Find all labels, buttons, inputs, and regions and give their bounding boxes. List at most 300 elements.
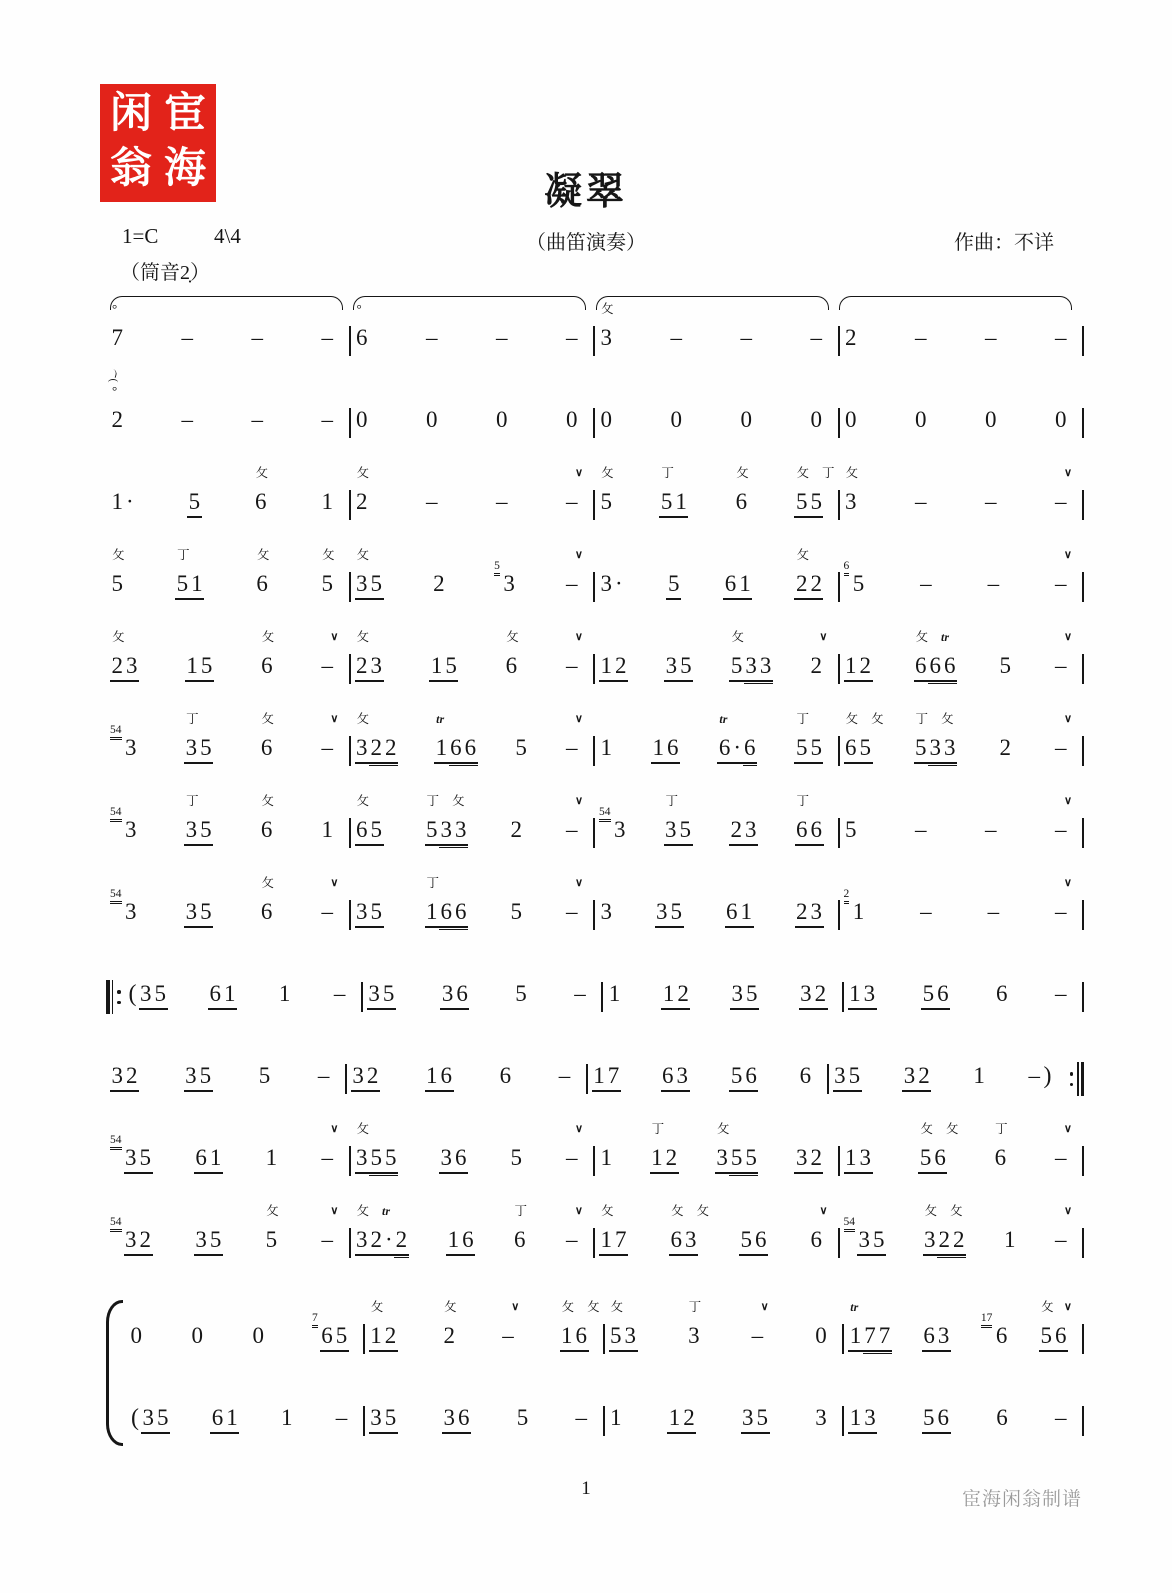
octave-dot-below (1039, 1356, 1054, 1365)
octave-dot-above (515, 1396, 530, 1405)
octave-dot-below (725, 932, 740, 941)
underline-beams (809, 433, 824, 440)
beat-cell (264, 1122, 279, 1187)
ornament-marks (506, 631, 519, 643)
note (383, 1314, 398, 1365)
measure (588, 1040, 827, 1105)
underline-beams (515, 1431, 530, 1438)
note (809, 480, 824, 531)
note (863, 1396, 878, 1447)
octave-dot-above (259, 726, 274, 735)
octave-dot-above (844, 726, 859, 735)
octave-dot-below (565, 358, 580, 367)
measure (106, 1122, 349, 1187)
ornament-marks (112, 385, 117, 397)
octave-dot-above (984, 808, 999, 817)
note (814, 1396, 829, 1447)
octave-dot-above (1054, 644, 1069, 653)
note-digit: 5 (873, 1227, 885, 1252)
beat-cell (1053, 1122, 1072, 1187)
measure (595, 712, 838, 777)
note-digit: – (574, 981, 586, 1006)
octave-dot-below (664, 686, 679, 695)
underline-beams (509, 1171, 524, 1178)
beat-cell (355, 876, 384, 941)
octave-dot-above (184, 808, 199, 817)
technique-symbol: 攵 (1040, 1300, 1054, 1314)
underline-beams (264, 1171, 279, 1178)
note-digit: 5 (154, 981, 166, 1006)
note (509, 890, 524, 941)
note-digit: 2 (938, 1227, 950, 1252)
measure (605, 1382, 843, 1447)
octave-dot-below (614, 686, 629, 695)
beat-cell (730, 958, 759, 1023)
beat-cell (320, 384, 335, 449)
note-digit: – (566, 1145, 578, 1170)
octave-dot-above (259, 808, 274, 817)
note-digit: – (335, 1405, 348, 1430)
beat-cell (355, 712, 399, 777)
underline-beams (565, 433, 580, 440)
note (124, 808, 139, 859)
underline-beams (1003, 1253, 1018, 1260)
beat-cell (565, 302, 580, 367)
note-digit: 6 (260, 735, 273, 760)
technique-symbol: 攵 (261, 712, 274, 726)
trill-icon: tr (436, 712, 445, 726)
octave-dot-below (914, 768, 929, 777)
note (995, 972, 1010, 1023)
note (225, 1396, 240, 1447)
grace-notes: 54 (110, 889, 122, 904)
octave-dot-below (425, 1096, 440, 1105)
ornament-marks (186, 713, 199, 725)
breath-mark-icon: ∨ (574, 631, 583, 643)
note-digit: 5 (600, 489, 612, 514)
octave-dot-above (208, 972, 223, 981)
underline-beams (369, 1431, 384, 1438)
technique-symbol: 攵 (444, 1300, 457, 1314)
note (599, 1218, 614, 1269)
note (809, 808, 824, 859)
underline-beams (442, 1349, 457, 1356)
octave-dot-above (994, 1314, 1009, 1323)
note-digit: – (426, 489, 438, 514)
note (384, 726, 399, 777)
barline (1082, 1228, 1084, 1258)
underline-beams (813, 1007, 828, 1014)
beat-cell (1054, 302, 1069, 367)
underline-beams (332, 1007, 347, 1014)
note-digit: 5 (745, 1145, 757, 1170)
octave-dot-above (607, 972, 622, 981)
note (972, 1054, 987, 1105)
octave-dot-above (125, 644, 140, 653)
note-digit: 2 (111, 653, 123, 678)
note-digit: 6 (575, 1323, 587, 1348)
note-digit: 1 (1004, 1227, 1016, 1252)
trill-icon: tr (850, 1300, 859, 1314)
ornament-marks (112, 303, 117, 315)
octave-dot-above (813, 972, 828, 981)
octave-dot-above (995, 972, 1010, 981)
note-digit: 5 (746, 981, 758, 1006)
octave-dot-above (669, 316, 684, 325)
measure (363, 958, 601, 1023)
octave-dot-above (280, 1396, 295, 1405)
trill-icon: tr (719, 712, 728, 726)
octave-dot-below (454, 1178, 469, 1187)
note-digit: – (1054, 571, 1067, 596)
beat-cell (513, 1204, 528, 1269)
note (141, 1396, 156, 1447)
octave-dot-above (795, 808, 810, 817)
underline-beams (919, 925, 934, 932)
octave-dot-below (369, 768, 384, 777)
beat-cell (922, 1300, 951, 1365)
octave-dot-below (175, 604, 190, 613)
octave-dot-below (184, 932, 199, 941)
note (355, 644, 370, 695)
beat-cell (257, 1040, 272, 1105)
beat-cell (848, 1300, 892, 1365)
octave-dot-above (320, 398, 335, 407)
octave-dot-above (599, 480, 614, 489)
note-digit: 6 (1054, 1323, 1067, 1348)
beat-cell (439, 1122, 468, 1187)
note (986, 562, 1001, 613)
underline-beams (394, 1253, 409, 1260)
note-digit: – (1055, 325, 1067, 350)
ornament-marks (257, 549, 270, 561)
octave-dot-above (222, 972, 237, 981)
octave-dot-above (851, 890, 866, 899)
note (124, 890, 139, 941)
octave-dot-above (717, 726, 732, 735)
note (498, 1054, 513, 1105)
note-digit: 6 (944, 653, 956, 678)
note-digit: 5 (200, 735, 212, 760)
note (564, 562, 579, 613)
underline-beams (429, 679, 444, 686)
octave-dot-above (664, 808, 679, 817)
octave-dot-below (972, 1096, 987, 1105)
note (914, 726, 929, 777)
measure (840, 1204, 1083, 1269)
repeat-open-sign (106, 980, 123, 1014)
note-digit: · (615, 571, 623, 596)
note (156, 1396, 171, 1447)
ornament-marks (427, 877, 440, 889)
octave-dot-above (180, 316, 195, 325)
note (495, 316, 510, 367)
ornament-marks (995, 1123, 1008, 1135)
octave-dot-above (986, 562, 1001, 571)
octave-dot-below (813, 1014, 828, 1023)
ornament-marks (797, 795, 810, 807)
octave-dot-above (877, 1314, 892, 1323)
octave-dot-below (1054, 358, 1069, 367)
beat-cell (993, 1122, 1008, 1187)
beat-cell (723, 548, 752, 613)
note (320, 1218, 335, 1269)
underline-beams (384, 761, 399, 768)
beat-cell (312, 1300, 349, 1365)
underline-beams (1054, 1253, 1069, 1260)
note (809, 644, 824, 695)
note-digit: 3 (656, 899, 668, 924)
underline-beams (606, 1089, 621, 1096)
measure (351, 1122, 594, 1187)
note (264, 1136, 279, 1187)
note (739, 890, 754, 941)
note (184, 890, 199, 941)
beat-cell (110, 302, 125, 367)
beat-cell (651, 712, 680, 777)
technique-symbol: 攵 (256, 548, 270, 562)
beat-cell (187, 466, 202, 531)
underline-beams (848, 1431, 863, 1438)
underline-beams (994, 1349, 1009, 1356)
technique-symbol: 丁 (514, 1204, 528, 1218)
measure (351, 712, 594, 777)
underline-beams (936, 1349, 951, 1356)
octave-dot-below (560, 1356, 575, 1365)
octave-dot-below (844, 686, 859, 695)
octave-dot-above (799, 972, 814, 981)
octave-dot-below (442, 1356, 457, 1365)
octave-dot-above (725, 890, 740, 899)
note (919, 562, 934, 613)
octave-dot-below (754, 1260, 769, 1269)
underline-beams (729, 1171, 744, 1178)
octave-dot-above (320, 480, 335, 489)
octave-dot-below (851, 932, 866, 941)
note (463, 726, 478, 777)
octave-dot-below (799, 1014, 814, 1023)
underline-beams (679, 679, 694, 686)
octave-dot-below (844, 440, 859, 449)
breath-mark-icon: ∨ (819, 1205, 828, 1217)
note (794, 562, 809, 613)
note-digit: 3 (665, 817, 677, 842)
underline-beams (280, 1431, 295, 1438)
note-digit: 2 (443, 1323, 455, 1348)
trill-icon: tr (382, 1204, 391, 1218)
note (432, 562, 447, 613)
note-digit: 5 (919, 1145, 932, 1170)
octave-dot-above (565, 480, 580, 489)
underline-beams (1027, 1089, 1042, 1096)
octave-dot-above (1003, 1218, 1018, 1227)
underline-beams (425, 925, 440, 932)
note (461, 1218, 476, 1269)
octave-dot-below (914, 522, 929, 531)
measure (829, 1040, 1068, 1105)
octave-dot-below (495, 522, 510, 531)
octave-dot-above (844, 480, 859, 489)
note (798, 1054, 813, 1105)
measure (106, 794, 349, 859)
note-digit: 3 (863, 981, 876, 1006)
note (863, 1314, 878, 1365)
technique-symbol: 攵 (356, 630, 370, 644)
octave-dot-below (565, 932, 580, 941)
beat-cell (1003, 1204, 1018, 1269)
note-digit: 1 (652, 735, 664, 760)
octave-dot-above (320, 726, 335, 735)
octave-dot-above (260, 644, 275, 653)
measure (595, 794, 838, 859)
note (208, 1218, 223, 1269)
octave-dot-above (984, 480, 999, 489)
measure (840, 794, 1083, 859)
barline (1082, 572, 1084, 602)
octave-dot-below (936, 1438, 951, 1447)
ornament-marks (177, 549, 190, 561)
note-digit: – (566, 325, 578, 350)
technique-symbol: 攵 (356, 712, 370, 726)
note (667, 1396, 682, 1447)
underline-beams (607, 1007, 622, 1014)
note-digit: 6 (744, 735, 756, 760)
underline-beams (565, 1171, 580, 1178)
note-digit: 5 (999, 653, 1011, 678)
note-digit: 2 (356, 653, 368, 678)
measure (125, 1382, 363, 1447)
technique-symbol: 攵 (356, 1122, 370, 1136)
beat-cell (922, 1382, 951, 1447)
note (369, 562, 384, 613)
beat-cell (902, 1040, 931, 1105)
underline-beams (125, 515, 136, 522)
beat-cell (666, 548, 681, 613)
octave-dot-above (684, 1218, 699, 1227)
note (454, 808, 469, 859)
octave-dot-above (334, 1314, 349, 1323)
ornament-marks (666, 795, 679, 807)
underline-beams (381, 1007, 396, 1014)
octave-dot-below (255, 604, 270, 613)
octave-dot-above (814, 1396, 829, 1405)
grace-notes: 54 (110, 1135, 122, 1150)
note-digit: 5 (370, 817, 382, 842)
octave-dot-above (425, 398, 440, 407)
note (509, 1136, 524, 1187)
octave-dot-below (194, 1260, 209, 1269)
note (664, 808, 679, 859)
note (623, 1314, 638, 1365)
technique-symbol: 攵 (871, 712, 884, 726)
technique-symbol: 攵 (796, 548, 809, 562)
octave-dot-above (794, 726, 809, 735)
beat-cell (844, 302, 859, 367)
beat-cell (844, 630, 873, 695)
page-number: 1 (581, 1478, 591, 1499)
note (599, 644, 614, 695)
note-digit: 2 (796, 899, 808, 924)
note-digit: 3 (742, 1405, 754, 1430)
note (515, 1396, 530, 1447)
beat-cell (607, 958, 622, 1023)
octave-dot-below (124, 768, 139, 777)
underline-beams (758, 679, 773, 686)
beat-cell (320, 1122, 339, 1187)
underline-beams (565, 351, 580, 358)
underline-beams (454, 1171, 469, 1178)
note-digit: 3 (834, 1063, 846, 1088)
octave-dot-below (1053, 1178, 1068, 1187)
octave-dot-above (514, 972, 529, 981)
octave-dot-above (369, 562, 384, 571)
octave-dot-below (858, 768, 873, 777)
beat-cell (574, 1382, 589, 1447)
octave-dot-above (809, 644, 824, 653)
note (666, 562, 681, 613)
octave-dot-below (365, 1096, 380, 1105)
note-digit: – (987, 571, 1000, 596)
octave-dot-above (565, 316, 580, 325)
beat-cell (434, 712, 478, 777)
note (795, 890, 810, 941)
underline-beams (255, 597, 270, 604)
octave-dot-above (264, 1218, 279, 1227)
beat-cell (355, 794, 384, 859)
octave-dot-below (687, 1356, 702, 1365)
octave-dot-above (809, 562, 824, 571)
octave-dot-below (355, 522, 370, 531)
note (914, 316, 929, 367)
underline-beams (1054, 1431, 1069, 1438)
beat-cell (986, 548, 1001, 613)
beat-cell (316, 1040, 331, 1105)
note-digit: – (321, 1227, 333, 1252)
technique-symbol: 攵 (845, 466, 859, 480)
underline-beams (928, 679, 943, 686)
underline-beams (257, 1089, 272, 1096)
underline-beams (995, 1007, 1010, 1014)
underline-beams (798, 1089, 813, 1096)
underline-beams (844, 433, 859, 440)
underline-beams (809, 843, 824, 850)
underline-beams (993, 1171, 1008, 1178)
octave-dot-above (918, 1136, 933, 1145)
underline-beams (666, 597, 681, 604)
beat-cell (914, 712, 958, 777)
octave-dot-below (1053, 932, 1068, 941)
beat-cell (110, 1204, 153, 1269)
note-digit: 5 (200, 653, 213, 678)
octave-dot-below (599, 440, 614, 449)
underline-beams (1053, 597, 1068, 604)
octave-dot-above (1054, 480, 1069, 489)
octave-dot-below (332, 1014, 347, 1023)
octave-dot-above (124, 1136, 139, 1145)
octave-dot-below (739, 1260, 754, 1269)
measure (125, 1300, 363, 1365)
note (858, 726, 873, 777)
note-digit: 5 (1040, 1323, 1052, 1348)
note-digit: 5 (848, 1063, 861, 1088)
note-digit: 2 (810, 571, 822, 596)
octave-dot-below (794, 604, 809, 613)
underline-beams (264, 1253, 279, 1260)
octave-dot-above (495, 316, 510, 325)
octave-dot-below (666, 604, 681, 613)
octave-dot-above (334, 1396, 349, 1405)
technique-symbol: 丁 (177, 548, 190, 562)
